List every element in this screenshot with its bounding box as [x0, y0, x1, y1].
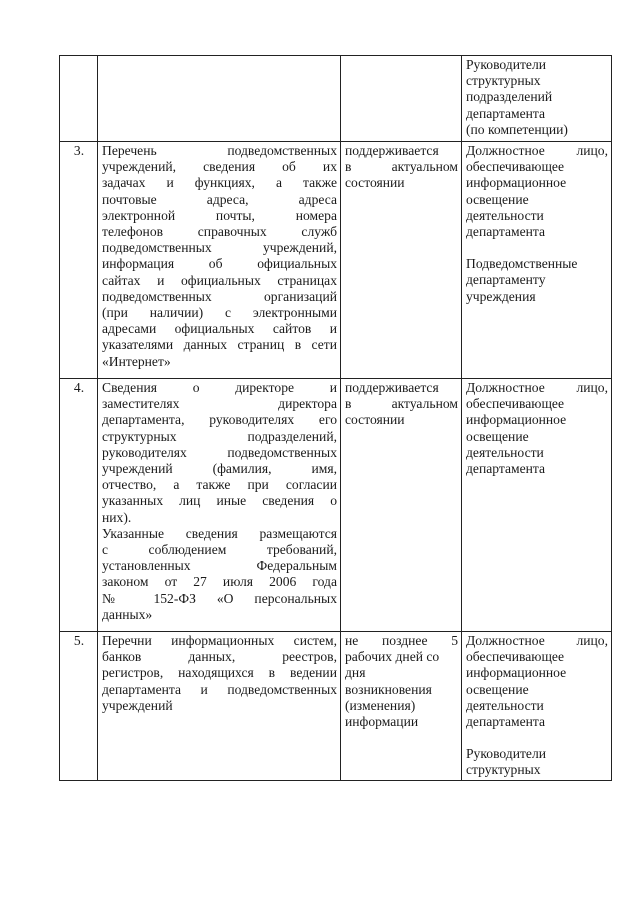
table-row-continuation	[60, 56, 612, 142]
text-line: телефонов справочных служб	[102, 224, 337, 240]
text-line: учреждений	[102, 697, 173, 713]
text-line: освещение	[466, 681, 529, 697]
text-line: подведомственных учреждений,	[102, 240, 337, 256]
cell-description	[98, 56, 341, 142]
text-line: руководителях подведомственных	[102, 444, 337, 460]
text-line: обеспечивающее	[466, 396, 564, 412]
text-line: отчество, а также при согласии	[102, 477, 337, 493]
text-line: Должностное лицо,	[466, 380, 608, 395]
text-line: информационное	[466, 665, 567, 681]
text-line: освещение	[466, 191, 529, 207]
text-line: структурных	[466, 73, 541, 89]
text-line: «Интернет»	[102, 353, 171, 369]
cell-description	[98, 632, 341, 781]
text-line: законом от 27 июля 2006 года	[102, 574, 337, 590]
text-line: Перечни информационных систем,	[102, 633, 337, 648]
text-line: департамента, руководителях его	[102, 412, 337, 428]
text-line: учреждений (фамилия, имя,	[102, 461, 337, 477]
text-line: с соблюдением требований,	[102, 542, 337, 558]
text-line: возникновения	[345, 681, 432, 697]
text-line: Руководители	[466, 57, 547, 72]
text-line: сайтах и официальных страницах	[102, 272, 337, 288]
text-line: подразделений	[466, 89, 553, 105]
text-line: состоянии	[345, 412, 405, 428]
paragraph-gap	[466, 240, 608, 256]
text-line: задачах и функциях, а также	[102, 175, 337, 191]
text-line: банков данных, реестров,	[102, 649, 337, 665]
text-line: в актуальном	[345, 396, 458, 412]
table-row-5	[60, 632, 612, 781]
text-line: не позднее 5	[345, 633, 458, 648]
text-line: подведомственных организаций	[102, 288, 337, 304]
text-line: деятельности	[466, 207, 544, 223]
text-line: почтовые адреса, адреса	[102, 191, 337, 207]
text-line: обеспечивающее	[466, 649, 564, 665]
text-line: указателями данных страниц в сети	[102, 337, 337, 353]
table-row-3	[60, 142, 612, 379]
cell-description	[98, 142, 341, 379]
cell-responsible	[462, 56, 612, 142]
cell-term	[341, 632, 462, 781]
text-line: состоянии	[345, 175, 405, 191]
text-line: адресами официальных сайтов и	[102, 321, 337, 337]
text-line: департаменту	[466, 272, 546, 288]
text-line: информации	[345, 714, 419, 730]
text-line: установленных Федеральным	[102, 558, 337, 574]
text-line: электронной почты, номера	[102, 207, 337, 223]
text-line: департамента	[466, 714, 546, 730]
text-line: Должностное лицо,	[466, 143, 608, 158]
text-line: них).	[102, 509, 132, 525]
text-line: информационное	[466, 175, 567, 191]
text-line: (при наличии) с электронными	[102, 305, 337, 321]
text-line: деятельности	[466, 444, 544, 460]
text-line: учреждения	[466, 288, 536, 304]
text-line: информационное	[466, 412, 567, 428]
text-line: рабочих дней со	[345, 649, 440, 665]
paragraph-gap	[466, 730, 608, 746]
text-line: № 152-ФЗ «О персональных	[102, 590, 337, 606]
text-line: департамента	[466, 105, 546, 121]
text-line: структурных	[466, 762, 541, 778]
text-line: дня	[345, 665, 366, 681]
text-line: регистров, находящихся в ведении	[102, 665, 337, 681]
text-line: Перечень подведомственных	[102, 143, 337, 158]
cell-description	[98, 379, 341, 632]
cell-term	[341, 379, 462, 632]
text-line: Указанные сведения размещаются	[102, 525, 337, 541]
row-number: 5.	[60, 632, 98, 781]
text-line: информация об официальных	[102, 256, 337, 272]
text-line: Подведомственные	[466, 256, 578, 272]
text-line: департамента	[466, 461, 546, 477]
text-line: структурных подразделений,	[102, 428, 337, 444]
row-number: 4.	[60, 379, 98, 632]
cell-responsible	[462, 632, 612, 781]
text-line: департамента и подведомственных	[102, 681, 337, 697]
cell-responsible	[462, 142, 612, 379]
table-row-4	[60, 379, 612, 632]
text-line: освещение	[466, 428, 529, 444]
text-line: данных»	[102, 606, 153, 622]
text-line: поддерживается	[345, 143, 439, 158]
text-line: Сведения о директоре и	[102, 380, 337, 395]
cell-responsible	[462, 379, 612, 632]
text-line: заместителях директора	[102, 396, 337, 412]
text-line: (по компетенции)	[466, 121, 568, 137]
text-line: (изменения)	[345, 697, 416, 713]
text-line: Должностное лицо,	[466, 633, 608, 648]
information-table	[59, 55, 612, 781]
cell-number	[60, 56, 98, 142]
cell-term	[341, 142, 462, 379]
row-number: 3.	[60, 142, 98, 379]
text-line: деятельности	[466, 697, 544, 713]
text-line: поддерживается	[345, 380, 439, 395]
text-line: департамента	[466, 224, 546, 240]
text-line: учреждений, сведения об их	[102, 159, 337, 175]
text-line: указанных лиц иные сведения о	[102, 493, 337, 509]
text-line: Руководители	[466, 746, 547, 762]
text-line: обеспечивающее	[466, 159, 564, 175]
text-line: в актуальном	[345, 159, 458, 175]
cell-term	[341, 56, 462, 142]
